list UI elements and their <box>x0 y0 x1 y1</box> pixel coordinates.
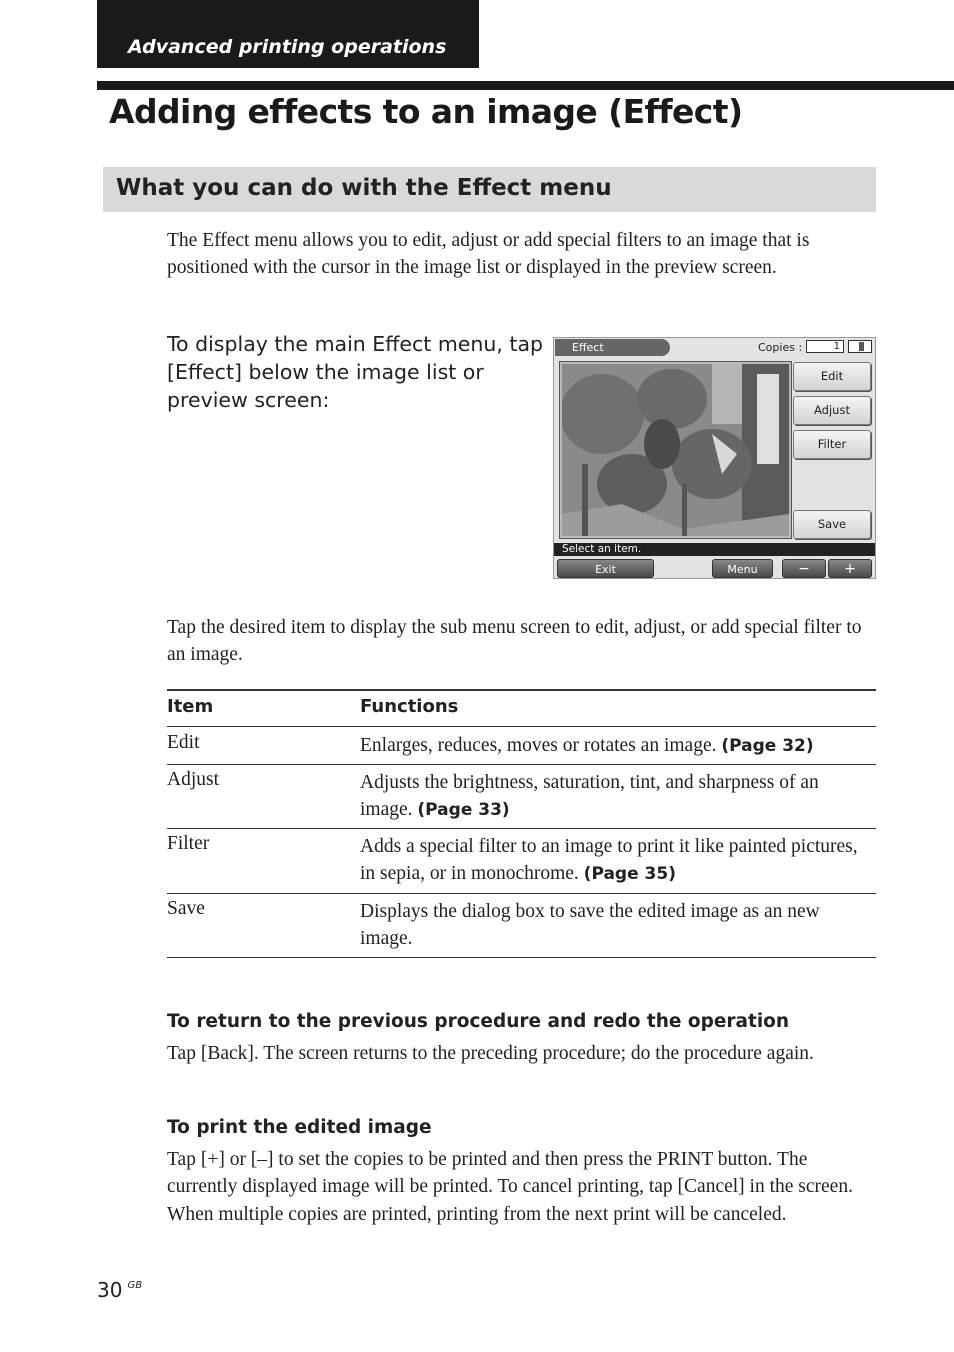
edit-button[interactable]: Edit <box>793 362 871 391</box>
intro-paragraph: The Effect menu allows you to edit, adjust or add special filters to an image that is positioned with the cursor in the image list or displayed in the preview screen. <box>167 230 810 279</box>
copies-toggle <box>848 340 872 353</box>
section-heading-bar <box>103 167 876 212</box>
filter-button[interactable]: Filter <box>793 430 871 459</box>
page-reference: (Page 33) <box>417 800 510 821</box>
table-top-rule <box>167 689 876 691</box>
print-heading: To print the edited image <box>167 1117 432 1138</box>
menu-button[interactable]: Menu <box>712 559 773 578</box>
table-row-function: Adjusts the brightness, saturation, tint, and sharpness of an image. (Page 33) <box>360 772 819 821</box>
save-button[interactable]: Save <box>793 510 871 539</box>
table-row-function: Enlarges, reduces, moves or rotates an image. (Page 32) <box>360 735 814 756</box>
table-row-function: Displays the dialog box to save the edited image as an new image. <box>360 901 820 950</box>
tulip-photo <box>562 364 789 536</box>
return-paragraph: Tap [Back]. The screen returns to the preceding procedure; do the procedure again. <box>167 1043 814 1064</box>
copies-label: Copies : <box>758 341 803 354</box>
section-heading: What you can do with the Effect menu <box>116 175 612 201</box>
tap-paragraph: Tap the desired item to display the sub menu screen to edit, adjust, or add special filter to an image. <box>167 617 862 666</box>
functions-column-header: Functions <box>360 696 459 717</box>
page-title: Adding effects to an image (Effect) <box>109 92 743 131</box>
table-row-item: Adjust <box>167 769 220 790</box>
page-number: 30 $^{GB}$ <box>97 1278 143 1302</box>
table-header-rule <box>167 726 876 727</box>
copies-value: 1 <box>806 340 844 353</box>
preview-image <box>560 362 791 538</box>
return-heading: To return to the previous procedure and redo the operation <box>167 1011 790 1032</box>
effect-screen-illustration <box>553 337 876 579</box>
item-column-header: Item <box>167 696 214 717</box>
plus-button[interactable]: + <box>828 559 872 578</box>
status-bar: Select an item. <box>554 543 875 556</box>
adjust-button[interactable]: Adjust <box>793 396 871 425</box>
table-bottom-rule <box>167 957 876 958</box>
table-row-item: Edit <box>167 732 200 753</box>
exit-button[interactable]: Exit <box>557 559 654 578</box>
section-tab-label: Advanced printing operations <box>128 36 447 58</box>
table-row-item: Save <box>167 898 205 919</box>
minus-button[interactable]: − <box>782 559 826 578</box>
table-row-rule <box>167 893 876 894</box>
print-paragraph: Tap [+] or [–] to set the copies to be printed and then press the PRINT button. The currently displayed image will be printed. To cancel printing, tap [Cancel] in the screen. When multiple copies are printed, printing from the next print will be canceled. <box>167 1149 853 1225</box>
table-row-rule <box>167 764 876 765</box>
instruction-paragraph: To display the main Effect menu, tap [Effect] below the image list or preview screen: <box>167 332 544 412</box>
section-tab <box>97 0 479 68</box>
page-reference: (Page 32) <box>721 736 814 756</box>
page-reference: (Page 35) <box>583 864 676 885</box>
table-row-function: Adds a special filter to an image to print it like painted pictures, in sepia, or in monochrome. (Page 35) <box>360 836 858 885</box>
screen-title: Effect <box>555 339 670 356</box>
table-row-item: Filter <box>167 833 210 854</box>
region-code: GB <box>127 1280 143 1291</box>
table-row-rule <box>167 828 876 829</box>
title-rule <box>97 81 954 90</box>
